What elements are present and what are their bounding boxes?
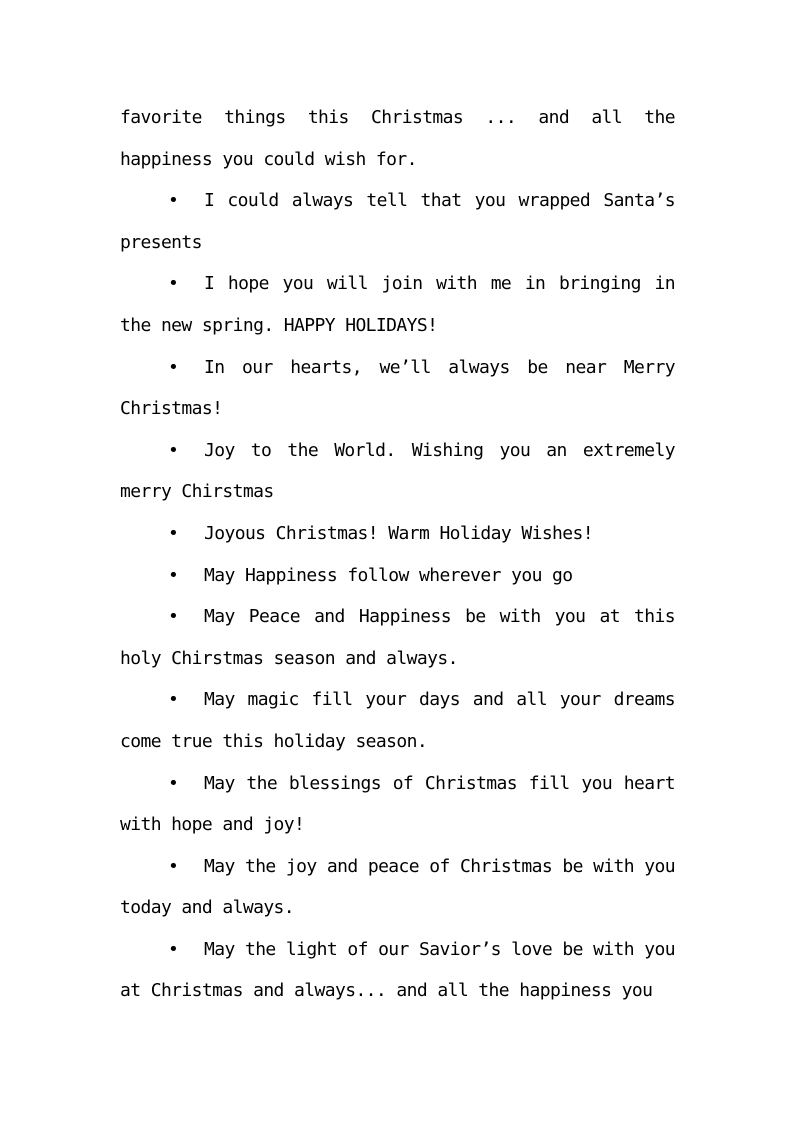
list-item-text: I hope you will join with me in bringing in the new spring. HAPPY HOLIDAYS! [120, 273, 675, 336]
list-item [120, 513, 675, 555]
bullet-icon: • [168, 522, 179, 544]
bullet-icon: • [168, 273, 179, 295]
bullet-icon: • [168, 606, 179, 628]
list-item [120, 846, 675, 929]
list-item [120, 263, 675, 346]
list-item-text: May Peace and Happiness be with you at this holy Chirstmas season and always. [120, 606, 675, 669]
bullet-icon: • [168, 356, 179, 378]
intro-paragraph: favorite things this Christmas ... and all the happiness you could wish for. [120, 107, 675, 170]
document-body [120, 97, 675, 1012]
bullet-icon: • [168, 439, 179, 461]
list-item-text: I could always tell that you wrapped Santa’s presents [120, 190, 675, 253]
list-item [120, 679, 675, 762]
bullet-icon: • [168, 564, 179, 586]
list-item [120, 763, 675, 846]
bullet-icon: • [168, 938, 179, 960]
list-item [120, 929, 675, 1012]
bullet-icon: • [168, 689, 179, 711]
bullet-icon: • [168, 772, 179, 794]
list-item [120, 347, 675, 430]
bullet-icon: • [168, 855, 179, 877]
list-item [120, 596, 675, 679]
list-item-text: May the light of our Savior’s love be with you at Christmas and always... and all the happiness you [120, 938, 675, 1002]
list-item [120, 430, 675, 513]
list-item [120, 180, 675, 263]
list-item-text: May the joy and peace of Christmas be with you today and always. [120, 855, 675, 919]
list-item-text: In our hearts, we’ll always be near Merry Christmas! [120, 356, 675, 420]
list-item-text: May magic fill your days and all your dreams come true this holiday season. [120, 689, 675, 752]
bullet-icon: • [168, 190, 179, 212]
list-item-text: May Happiness follow wherever you go [204, 564, 573, 586]
list-item [120, 555, 675, 597]
list-item-text: May the blessings of Christmas fill you heart with hope and joy! [120, 772, 675, 836]
list-item-text: Joyous Christmas! Warm Holiday Wishes! [204, 522, 594, 544]
list-item-text: Joy to the World. Wishing you an extremely merry Chirstmas [120, 439, 675, 503]
